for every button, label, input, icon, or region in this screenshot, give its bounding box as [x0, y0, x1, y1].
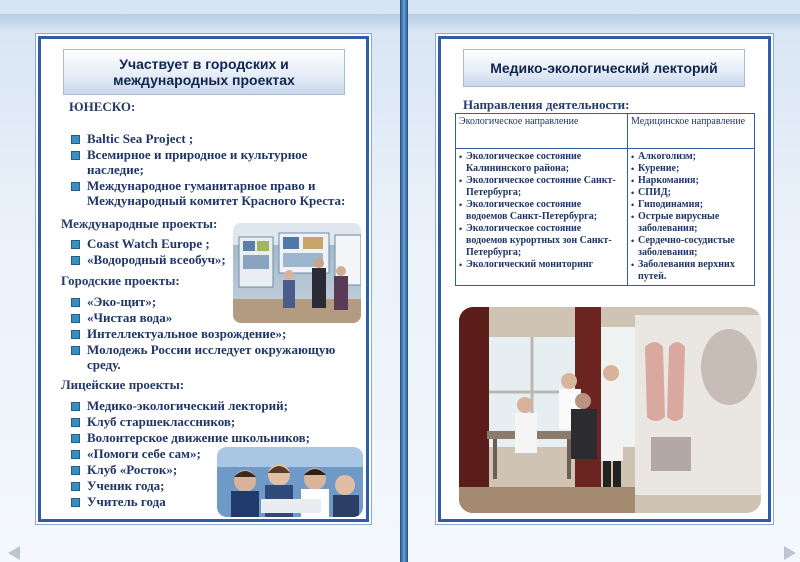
page-shadow — [408, 14, 800, 32]
list-item-text: Клуб старшеклассников; — [87, 414, 236, 429]
list-item — [631, 199, 751, 211]
square-bullet-icon — [71, 298, 80, 307]
exhibition-photo — [233, 223, 361, 323]
list-item — [459, 259, 624, 271]
arrow-left-icon[interactable] — [8, 546, 20, 560]
ecology-cell — [456, 149, 628, 286]
directions-table — [455, 113, 755, 286]
square-bullet-icon — [71, 418, 80, 427]
international-list — [67, 236, 242, 268]
square-bullet-icon — [71, 330, 80, 339]
square-bullet-icon — [71, 240, 80, 249]
list-item — [631, 259, 751, 283]
square-bullet-icon — [71, 256, 80, 265]
list-item — [67, 326, 363, 341]
list-item — [67, 414, 317, 429]
table-row — [456, 149, 755, 286]
list-item-text: Экологическое состояние Санкт-Петербурга; — [466, 175, 616, 198]
list-item-text: СПИД; — [638, 187, 671, 198]
list-item-text: Клуб «Росток»; — [87, 462, 178, 477]
unesco-list — [67, 131, 363, 209]
list-item — [631, 235, 751, 259]
list-item-text: Ученик года; — [87, 478, 165, 493]
list-item — [67, 178, 363, 208]
list-item-text: Интеллектуальное возрождение»; — [87, 326, 287, 341]
list-item-text: Экологическое состояние Калининского района; — [466, 151, 582, 174]
left-content-frame — [38, 36, 369, 522]
unesco-heading: ЮНЕСКО: — [69, 99, 136, 114]
list-item — [459, 223, 624, 259]
list-item — [67, 398, 317, 413]
list-item-text: «Эко-щит»; — [87, 294, 157, 309]
square-bullet-icon — [71, 182, 80, 191]
list-item — [67, 147, 363, 177]
list-item — [631, 211, 751, 235]
lecture-photo — [459, 307, 761, 513]
list-item-text: Острые вирусные заболевания; — [638, 211, 720, 234]
list-item-text: Экологическое состояние водоемов курортных зон Санкт-Петербурга; — [466, 223, 612, 258]
list-item-text: Учитель года — [87, 494, 166, 509]
table-header-row — [456, 114, 755, 149]
list-item-text: Заболевания верхних путей. — [638, 259, 735, 282]
list-item-text: Международное гуманитарное право и Международный комитет Красного Креста: — [87, 178, 346, 208]
medical-cell — [628, 149, 755, 286]
list-item — [631, 151, 751, 163]
list-item-text: Курение; — [638, 163, 680, 174]
square-bullet-icon — [71, 151, 80, 160]
list-item — [67, 342, 363, 372]
list-item — [67, 131, 363, 146]
square-bullet-icon — [71, 498, 80, 507]
list-item — [459, 151, 624, 175]
list-item-text: Молодежь России исследует окружающую среду. — [87, 342, 336, 372]
page-shadow — [0, 14, 400, 32]
ecology-list — [459, 151, 624, 271]
right-page — [408, 0, 800, 562]
right-page-title: Медико-экологический лекторий — [463, 49, 745, 87]
left-page-title: Участвует в городских и международных проектах — [63, 49, 345, 95]
ecology-header: Экологическое направление — [456, 114, 628, 149]
square-bullet-icon — [71, 466, 80, 475]
list-item — [67, 252, 242, 267]
list-item — [67, 430, 317, 445]
list-item-text: Медико-экологический лекторий; — [87, 398, 288, 413]
square-bullet-icon — [71, 402, 80, 411]
square-bullet-icon — [71, 482, 80, 491]
list-item — [631, 175, 751, 187]
list-item — [67, 236, 242, 251]
arrow-right-icon[interactable] — [784, 546, 796, 560]
medical-header: Медицинское направление — [628, 114, 755, 149]
list-item-text: «Чистая вода» — [87, 310, 173, 325]
square-bullet-icon — [71, 434, 80, 443]
city-heading: Городские проекты: — [61, 273, 180, 288]
book-spine — [400, 0, 408, 562]
square-bullet-icon — [71, 135, 80, 144]
list-item-text: Сердечно-сосудистые заболевания; — [638, 235, 735, 258]
list-item — [459, 175, 624, 199]
directions-heading: Направления деятельности: — [463, 97, 630, 112]
list-item-text: Волонтерское движение школьников; — [87, 430, 311, 445]
list-item-text: Экологический мониторинг — [466, 259, 594, 270]
list-item-text: Coast Watch Europe ; — [87, 236, 210, 251]
list-item — [631, 187, 751, 199]
list-item-text: Наркомания; — [638, 175, 699, 186]
list-item-text: Экологическое состояние водоемов Санкт-Петербурга; — [466, 199, 598, 222]
list-item-text: Baltic Sea Project ; — [87, 131, 194, 146]
list-item — [459, 199, 624, 223]
list-item-text: Гиподинамия; — [638, 199, 704, 210]
list-item — [631, 163, 751, 175]
list-item-text: Всемирное и природное и культурное наследие; — [87, 147, 308, 177]
square-bullet-icon — [71, 346, 80, 355]
list-item-text: «Водородный всеобуч»; — [87, 252, 226, 267]
square-bullet-icon — [71, 314, 80, 323]
international-heading: Международные проекты: — [61, 216, 218, 231]
students-photo — [217, 447, 363, 517]
lyceum-heading: Лицейские проекты: — [61, 377, 185, 392]
medical-list — [631, 151, 751, 283]
right-content-frame — [438, 36, 771, 522]
list-item-text: Алкоголизм; — [638, 151, 697, 162]
square-bullet-icon — [71, 450, 80, 459]
list-item-text: «Помоги себе сам»; — [87, 446, 201, 461]
